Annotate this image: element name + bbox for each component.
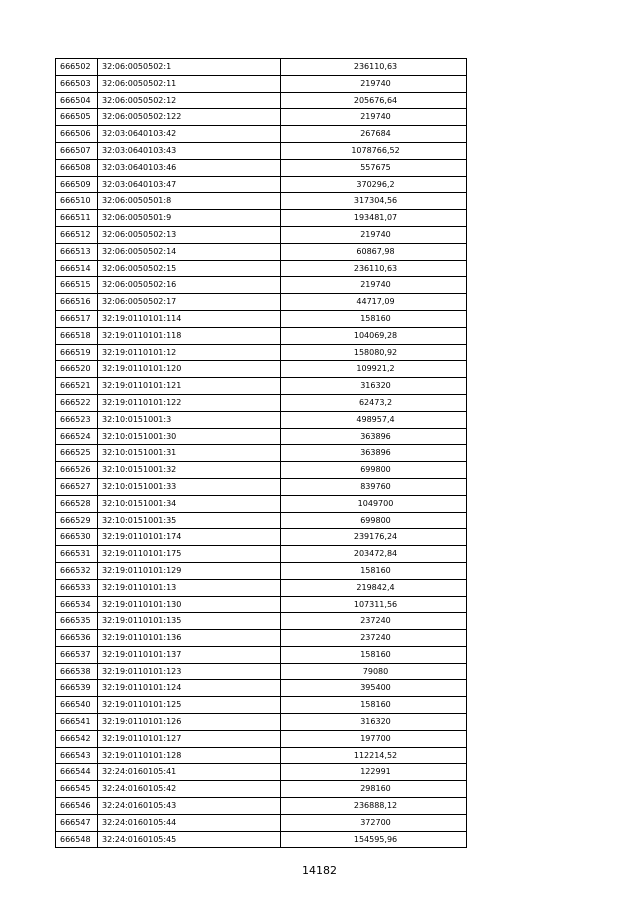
record-number-cell: 666538 — [56, 663, 98, 680]
value-cell: 158080,92 — [281, 344, 467, 361]
value-cell: 158160 — [281, 697, 467, 714]
table-row — [56, 596, 467, 613]
value-cell: 363896 — [281, 445, 467, 462]
cadastral-number-cell: 32:19:0110101:124 — [98, 680, 281, 697]
record-number-cell: 666536 — [56, 630, 98, 647]
record-number-cell: 666502 — [56, 59, 98, 76]
record-number-cell: 666524 — [56, 428, 98, 445]
cadastral-number-cell: 32:10:0151001:33 — [98, 478, 281, 495]
value-cell: 239176,24 — [281, 529, 467, 546]
cadastral-number-cell: 32:24:0160105:45 — [98, 831, 281, 848]
cadastral-number-cell: 32:19:0110101:114 — [98, 310, 281, 327]
value-cell: 219842,4 — [281, 579, 467, 596]
table-row — [56, 109, 467, 126]
record-number-cell: 666543 — [56, 747, 98, 764]
table-row — [56, 714, 467, 731]
value-cell: 109921,2 — [281, 361, 467, 378]
record-number-cell: 666526 — [56, 462, 98, 479]
record-number-cell: 666521 — [56, 378, 98, 395]
record-number-cell: 666535 — [56, 613, 98, 630]
record-number-cell: 666534 — [56, 596, 98, 613]
record-number-cell: 666547 — [56, 814, 98, 831]
record-number-cell: 666508 — [56, 159, 98, 176]
record-number-cell: 666503 — [56, 75, 98, 92]
table-row — [56, 243, 467, 260]
table-row — [56, 697, 467, 714]
record-number-cell: 666505 — [56, 109, 98, 126]
record-number-cell: 666530 — [56, 529, 98, 546]
value-cell: 158160 — [281, 646, 467, 663]
cadastral-number-cell: 32:06:0050502:15 — [98, 260, 281, 277]
cadastral-number-cell: 32:19:0110101:135 — [98, 613, 281, 630]
cadastral-number-cell: 32:06:0050502:16 — [98, 277, 281, 294]
value-cell: 203472,84 — [281, 546, 467, 563]
cadastral-number-cell: 32:06:0050502:12 — [98, 92, 281, 109]
record-number-cell: 666515 — [56, 277, 98, 294]
value-cell: 236110,63 — [281, 260, 467, 277]
table-row — [56, 764, 467, 781]
record-number-cell: 666548 — [56, 831, 98, 848]
record-number-cell: 666525 — [56, 445, 98, 462]
cadastral-number-cell: 32:19:0110101:121 — [98, 378, 281, 395]
value-cell: 197700 — [281, 730, 467, 747]
value-cell: 236110,63 — [281, 59, 467, 76]
record-number-cell: 666532 — [56, 562, 98, 579]
cadastral-number-cell: 32:06:0050502:17 — [98, 294, 281, 311]
cadastral-number-cell: 32:06:0050502:1 — [98, 59, 281, 76]
table-row — [56, 798, 467, 815]
cadastral-number-cell: 32:03:0640103:46 — [98, 159, 281, 176]
table-row — [56, 562, 467, 579]
record-number-cell: 666545 — [56, 781, 98, 798]
table-row — [56, 294, 467, 311]
table-row — [56, 462, 467, 479]
cadastral-number-cell: 32:10:0151001:35 — [98, 512, 281, 529]
value-cell: 44717,09 — [281, 294, 467, 311]
value-cell: 370296,2 — [281, 176, 467, 193]
cadastral-number-cell: 32:24:0160105:41 — [98, 764, 281, 781]
cadastral-number-cell: 32:06:0050502:11 — [98, 75, 281, 92]
cadastral-number-cell: 32:19:0110101:137 — [98, 646, 281, 663]
cadastral-number-cell: 32:24:0160105:43 — [98, 798, 281, 815]
cadastral-number-cell: 32:19:0110101:174 — [98, 529, 281, 546]
cadastral-number-cell: 32:06:0050502:13 — [98, 226, 281, 243]
table-row — [56, 176, 467, 193]
value-cell: 219740 — [281, 226, 467, 243]
cadastral-number-cell: 32:19:0110101:13 — [98, 579, 281, 596]
page-number: 14182 — [302, 864, 337, 877]
table-row — [56, 680, 467, 697]
value-cell: 122991 — [281, 764, 467, 781]
cadastral-number-cell: 32:19:0110101:118 — [98, 327, 281, 344]
cadastral-number-cell: 32:19:0110101:127 — [98, 730, 281, 747]
value-cell: 104069,28 — [281, 327, 467, 344]
cadastral-number-cell: 32:06:0050501:8 — [98, 193, 281, 210]
value-cell: 498957,4 — [281, 411, 467, 428]
cadastral-value-table — [55, 58, 467, 848]
value-cell: 317304,56 — [281, 193, 467, 210]
table-row — [56, 747, 467, 764]
cadastral-number-cell: 32:10:0151001:3 — [98, 411, 281, 428]
table-row — [56, 344, 467, 361]
table-row — [56, 814, 467, 831]
table-row — [56, 193, 467, 210]
table-row — [56, 428, 467, 445]
cadastral-number-cell: 32:10:0151001:34 — [98, 495, 281, 512]
value-cell: 237240 — [281, 613, 467, 630]
value-cell: 219740 — [281, 109, 467, 126]
table-row — [56, 361, 467, 378]
cadastral-number-cell: 32:03:0640103:43 — [98, 142, 281, 159]
value-cell: 372700 — [281, 814, 467, 831]
cadastral-number-cell: 32:19:0110101:12 — [98, 344, 281, 361]
value-cell: 219740 — [281, 75, 467, 92]
value-cell: 1049700 — [281, 495, 467, 512]
record-number-cell: 666517 — [56, 310, 98, 327]
cadastral-number-cell: 32:19:0110101:120 — [98, 361, 281, 378]
record-number-cell: 666520 — [56, 361, 98, 378]
value-cell: 699800 — [281, 462, 467, 479]
value-cell: 60867,98 — [281, 243, 467, 260]
table-row — [56, 277, 467, 294]
record-number-cell: 666544 — [56, 764, 98, 781]
record-number-cell: 666516 — [56, 294, 98, 311]
value-cell: 158160 — [281, 310, 467, 327]
value-cell: 205676,64 — [281, 92, 467, 109]
record-number-cell: 666522 — [56, 394, 98, 411]
table-row — [56, 75, 467, 92]
cadastral-number-cell: 32:19:0110101:136 — [98, 630, 281, 647]
cadastral-number-cell: 32:19:0110101:130 — [98, 596, 281, 613]
cadastral-number-cell: 32:03:0640103:42 — [98, 126, 281, 143]
value-cell: 839760 — [281, 478, 467, 495]
record-number-cell: 666509 — [56, 176, 98, 193]
record-number-cell: 666539 — [56, 680, 98, 697]
record-number-cell: 666519 — [56, 344, 98, 361]
table-row — [56, 394, 467, 411]
value-cell: 62473,2 — [281, 394, 467, 411]
cadastral-number-cell: 32:06:0050501:9 — [98, 210, 281, 227]
table-row — [56, 663, 467, 680]
table-row — [56, 831, 467, 848]
table-row — [56, 378, 467, 395]
cadastral-number-cell: 32:24:0160105:42 — [98, 781, 281, 798]
record-number-cell: 666512 — [56, 226, 98, 243]
value-cell: 154595,96 — [281, 831, 467, 848]
record-number-cell: 666511 — [56, 210, 98, 227]
value-cell: 193481,07 — [281, 210, 467, 227]
table-row — [56, 529, 467, 546]
value-cell: 1078766,52 — [281, 142, 467, 159]
table-row — [56, 411, 467, 428]
table-row — [56, 781, 467, 798]
cadastral-number-cell: 32:10:0151001:31 — [98, 445, 281, 462]
record-number-cell: 666533 — [56, 579, 98, 596]
table-row — [56, 226, 467, 243]
table-row — [56, 630, 467, 647]
cadastral-number-cell: 32:06:0050502:122 — [98, 109, 281, 126]
value-cell: 267684 — [281, 126, 467, 143]
value-cell: 158160 — [281, 562, 467, 579]
value-cell: 237240 — [281, 630, 467, 647]
record-number-cell: 666540 — [56, 697, 98, 714]
record-number-cell: 666542 — [56, 730, 98, 747]
table-row — [56, 495, 467, 512]
cadastral-number-cell: 32:19:0110101:129 — [98, 562, 281, 579]
value-cell: 363896 — [281, 428, 467, 445]
cadastral-number-cell: 32:03:0640103:47 — [98, 176, 281, 193]
record-number-cell: 666518 — [56, 327, 98, 344]
cadastral-number-cell: 32:19:0110101:126 — [98, 714, 281, 731]
value-cell: 112214,52 — [281, 747, 467, 764]
value-cell: 219740 — [281, 277, 467, 294]
value-cell: 557675 — [281, 159, 467, 176]
record-number-cell: 666510 — [56, 193, 98, 210]
table-row — [56, 613, 467, 630]
value-cell: 395400 — [281, 680, 467, 697]
cadastral-number-cell: 32:10:0151001:30 — [98, 428, 281, 445]
table-row — [56, 512, 467, 529]
record-number-cell: 666523 — [56, 411, 98, 428]
record-number-cell: 666527 — [56, 478, 98, 495]
cadastral-number-cell: 32:19:0110101:123 — [98, 663, 281, 680]
cadastral-number-cell: 32:24:0160105:44 — [98, 814, 281, 831]
cadastral-number-cell: 32:19:0110101:125 — [98, 697, 281, 714]
record-number-cell: 666506 — [56, 126, 98, 143]
value-cell: 316320 — [281, 378, 467, 395]
table-row — [56, 478, 467, 495]
table-row — [56, 159, 467, 176]
table-row — [56, 210, 467, 227]
table-row — [56, 730, 467, 747]
table-body — [56, 59, 467, 848]
record-number-cell: 666537 — [56, 646, 98, 663]
table-row — [56, 327, 467, 344]
cadastral-number-cell: 32:19:0110101:122 — [98, 394, 281, 411]
table-row — [56, 310, 467, 327]
table-row — [56, 546, 467, 563]
record-number-cell: 666529 — [56, 512, 98, 529]
cadastral-number-cell: 32:19:0110101:175 — [98, 546, 281, 563]
table-row — [56, 579, 467, 596]
table-row — [56, 260, 467, 277]
cadastral-number-cell: 32:19:0110101:128 — [98, 747, 281, 764]
value-cell: 316320 — [281, 714, 467, 731]
value-cell: 107311,56 — [281, 596, 467, 613]
record-number-cell: 666504 — [56, 92, 98, 109]
value-cell: 236888,12 — [281, 798, 467, 815]
table-row — [56, 445, 467, 462]
table-row — [56, 126, 467, 143]
table-row — [56, 92, 467, 109]
table-row — [56, 59, 467, 76]
table-row — [56, 142, 467, 159]
value-cell: 79080 — [281, 663, 467, 680]
cadastral-number-cell: 32:10:0151001:32 — [98, 462, 281, 479]
record-number-cell: 666546 — [56, 798, 98, 815]
cadastral-number-cell: 32:06:0050502:14 — [98, 243, 281, 260]
record-number-cell: 666507 — [56, 142, 98, 159]
value-cell: 699800 — [281, 512, 467, 529]
table-row — [56, 646, 467, 663]
record-number-cell: 666528 — [56, 495, 98, 512]
record-number-cell: 666531 — [56, 546, 98, 563]
record-number-cell: 666514 — [56, 260, 98, 277]
value-cell: 298160 — [281, 781, 467, 798]
record-number-cell: 666513 — [56, 243, 98, 260]
record-number-cell: 666541 — [56, 714, 98, 731]
